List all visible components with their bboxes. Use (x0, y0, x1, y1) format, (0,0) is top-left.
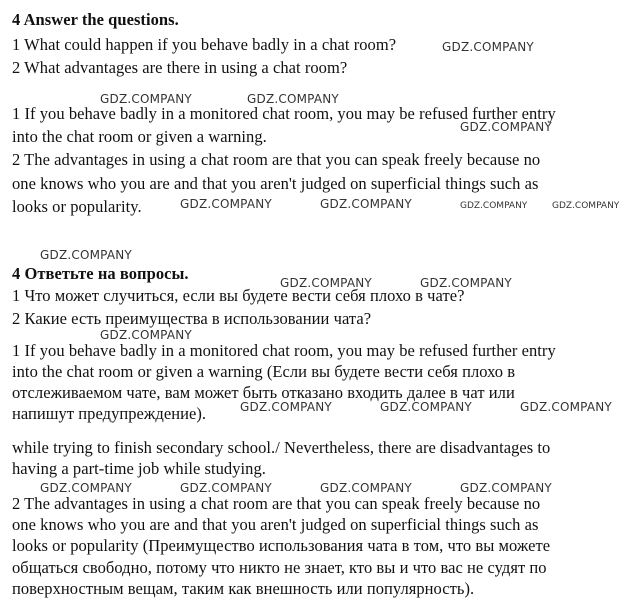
watermark: GDZ.COMPANY (420, 276, 512, 290)
block1-heading: 4 Answer the questions. (12, 10, 179, 29)
block1-question-1: 1 What could happen if you behave badly in a chat room? (12, 35, 397, 54)
block2-extra-line-1: while trying to finish secondary school./ Nevertheless, there are disadvantages to (12, 438, 551, 457)
watermark: GDZ.COMPANY (460, 481, 552, 495)
block2-answer-1-line-4: напишут предупреждение). (12, 404, 207, 423)
watermark: GDZ.COMPANY (180, 197, 272, 211)
block1-answer-2-line-3: looks or popularity. (12, 197, 142, 216)
watermark: GDZ.COMPANY (100, 328, 192, 342)
watermark: GDZ.COMPANY (240, 400, 332, 414)
block1-answer-1-line-2: into the chat room or given a warning. (12, 127, 267, 146)
block2-answer-2-line-3: looks or popularity (Преимущество использования чата в том, что вы можете (12, 536, 551, 555)
watermark: GDZ.COMPANY (460, 201, 528, 211)
block2-answer-2-line-4: общаться свободно, потому что никто не знает, кто вы и что вас не судят по (12, 558, 547, 577)
block2-question-1: 1 Что может случиться, если вы будете вести себя плохо в чате? (12, 286, 465, 305)
watermark: GDZ.COMPANY (100, 92, 192, 106)
block2-answer-2-line-2: one knows who you are and that you aren't judged on superficial things such as (12, 515, 539, 534)
block1-answer-1-line-1: 1 If you behave badly in a monitored chat room, you may be refused further entry (12, 104, 556, 123)
block1-answer-2-line-1: 2 The advantages in using a chat room are that you can speak freely because no (12, 150, 541, 169)
block1-answer-2-line-2: one knows who you are and that you aren't judged on superficial things such as (12, 174, 539, 193)
block2-answer-1-line-1: 1 If you behave badly in a monitored chat room, you may be refused further entry (12, 341, 556, 360)
watermark: GDZ.COMPANY (552, 201, 620, 211)
watermark: GDZ.COMPANY (280, 276, 372, 290)
watermark: GDZ.COMPANY (520, 400, 612, 414)
watermark: GDZ.COMPANY (40, 248, 132, 262)
watermark: GDZ.COMPANY (380, 400, 472, 414)
watermark: GDZ.COMPANY (40, 481, 132, 495)
watermark: GDZ.COMPANY (320, 481, 412, 495)
block2-heading: 4 Ответьте на вопросы. (12, 264, 189, 283)
block2-answer-1-line-3: отслеживаемом чате, вам может быть отказано входить далее в чат или (12, 383, 515, 402)
watermark: GDZ.COMPANY (180, 481, 272, 495)
block1-question-2: 2 What advantages are there in using a chat room? (12, 58, 348, 77)
watermark: GDZ.COMPANY (442, 40, 534, 54)
block2-answer-2-line-5: поверхностным вещам, таким как внешность или популярность). (12, 579, 475, 598)
block2-answer-1-line-2: into the chat room or given a warning (Если вы будете вести себя плохо в (12, 362, 516, 381)
block2-question-2: 2 Какие есть преимущества в использовании чата? (12, 309, 372, 328)
block2-answer-2-line-1: 2 The advantages in using a chat room are that you can speak freely because no (12, 494, 541, 513)
watermark: GDZ.COMPANY (320, 197, 412, 211)
watermark: GDZ.COMPANY (247, 92, 339, 106)
block2-extra-line-2: having a part-time job while studying. (12, 459, 266, 478)
watermark: GDZ.COMPANY (460, 120, 552, 134)
